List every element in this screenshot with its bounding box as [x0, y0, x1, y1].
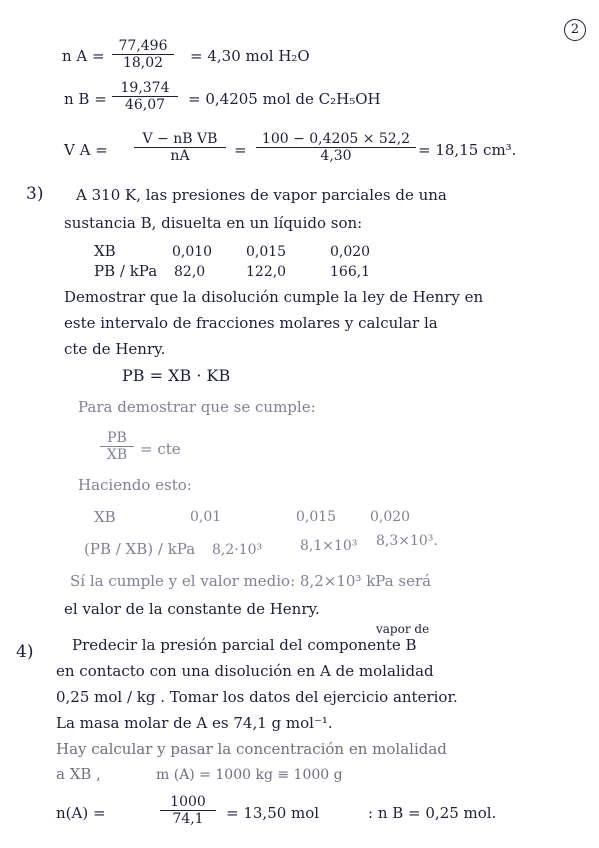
xb-value: 0,015	[246, 244, 287, 260]
va-denominator: nA	[170, 148, 190, 164]
q4-number: 4)	[16, 642, 34, 662]
q4-na-fraction	[160, 794, 216, 827]
na-fraction	[112, 38, 174, 71]
q4-na-numerator: 1000	[160, 794, 216, 811]
va-numerator: V − nB VB	[134, 131, 226, 148]
pb-value: 166,1	[330, 264, 371, 280]
va-lhs: V A =	[64, 141, 108, 159]
henry-law-equation: PB = XB · KB	[122, 366, 231, 385]
na-numerator: 77,496	[112, 38, 174, 55]
xb2-value: 0,01	[190, 509, 222, 525]
nb-denominator: 46,07	[124, 97, 166, 113]
q3-line-1: A 310 K, las presiones de vapor parciales de una	[76, 186, 447, 204]
ratio-label: (PB / XB) / kPa	[84, 540, 196, 558]
q3-line-2: sustancia B, disuelta en un líquido son:	[64, 214, 363, 232]
na-rhs: = 4,30 mol H₂O	[190, 47, 310, 65]
nb-rhs: = 0,4205 mol de C₂H₅OH	[188, 90, 381, 108]
proof-line: Para demostrar que se cumple:	[78, 398, 316, 416]
q3-task-3: cte de Henry.	[64, 340, 166, 358]
q4-line-1: Predecir la presión parcial del componente B	[72, 636, 417, 654]
page-number: 2	[564, 19, 586, 41]
q3-task-2: este intervalo de fracciones molares y calcular la	[64, 314, 438, 332]
pb-value: 82,0	[174, 264, 206, 280]
ratio-denominator: XB	[106, 447, 128, 463]
conclusion-2: el valor de la constante de Henry.	[64, 600, 320, 618]
q3-task-1: Demostrar que la disolución cumple la ley de Henry en	[64, 288, 484, 306]
q4-line-4: La masa molar de A es 74,1 g mol⁻¹.	[56, 714, 333, 732]
ratio-value: 8,3×10³.	[376, 533, 438, 549]
doing-line: Haciendo esto:	[78, 476, 192, 494]
nb-lhs: n B =	[64, 90, 107, 108]
xb-label: XB	[94, 242, 116, 260]
ratio-fraction	[100, 430, 134, 463]
ratio-value: 8,2·10³	[212, 542, 263, 558]
va-rhs: = 18,15 cm³.	[418, 141, 517, 159]
na-lhs: n A =	[62, 47, 105, 65]
q4-na-denominator: 74,1	[172, 811, 204, 827]
xb-value: 0,010	[172, 244, 213, 260]
va-eq: =	[234, 141, 247, 159]
conclusion-1: Sí la cumple y el valor medio: 8,2×10³ kPa será	[70, 572, 432, 590]
q4-line-3: 0,25 mol / kg . Tomar los datos del ejercicio anterior.	[56, 688, 458, 706]
q4-na-rhs: = 13,50 mol	[226, 804, 320, 822]
ratio-value: 8,1×10³	[300, 538, 358, 554]
ratio-rhs: = cte	[140, 440, 181, 458]
va-numerator-2: 100 − 0,4205 × 52,2	[256, 131, 416, 148]
na-denominator: 18,02	[122, 55, 164, 71]
q4-line-2: en contacto con una disolución en A de molalidad	[56, 662, 434, 680]
ratio-numerator: PB	[100, 430, 134, 447]
xb2-label: XB	[94, 508, 116, 526]
va-fraction	[134, 131, 226, 164]
nb-numerator: 19,374	[112, 80, 178, 97]
xb2-value: 0,015	[296, 509, 337, 525]
na-label: n(A) =	[56, 804, 106, 822]
va-denominator-2: 4,30	[320, 148, 352, 164]
mass-line: m (A) = 1000 kg ≡ 1000 g	[156, 767, 343, 783]
q4-pencil-2: a XB ,	[56, 765, 101, 783]
xb2-value: 0,020	[370, 509, 411, 525]
inserted-words: vapor de	[376, 622, 430, 636]
pb-label: PB / kPa	[94, 262, 158, 280]
q4-pencil-1: Hay calcular y pasar la concentración en molalidad	[56, 740, 447, 758]
nb-fraction	[112, 80, 178, 113]
va-fraction-2	[256, 131, 416, 164]
pb-value: 122,0	[246, 264, 287, 280]
q3-number: 3)	[26, 184, 44, 204]
xb-value: 0,020	[330, 244, 371, 260]
q4-nb-rhs: : n B = 0,25 mol.	[368, 804, 497, 822]
